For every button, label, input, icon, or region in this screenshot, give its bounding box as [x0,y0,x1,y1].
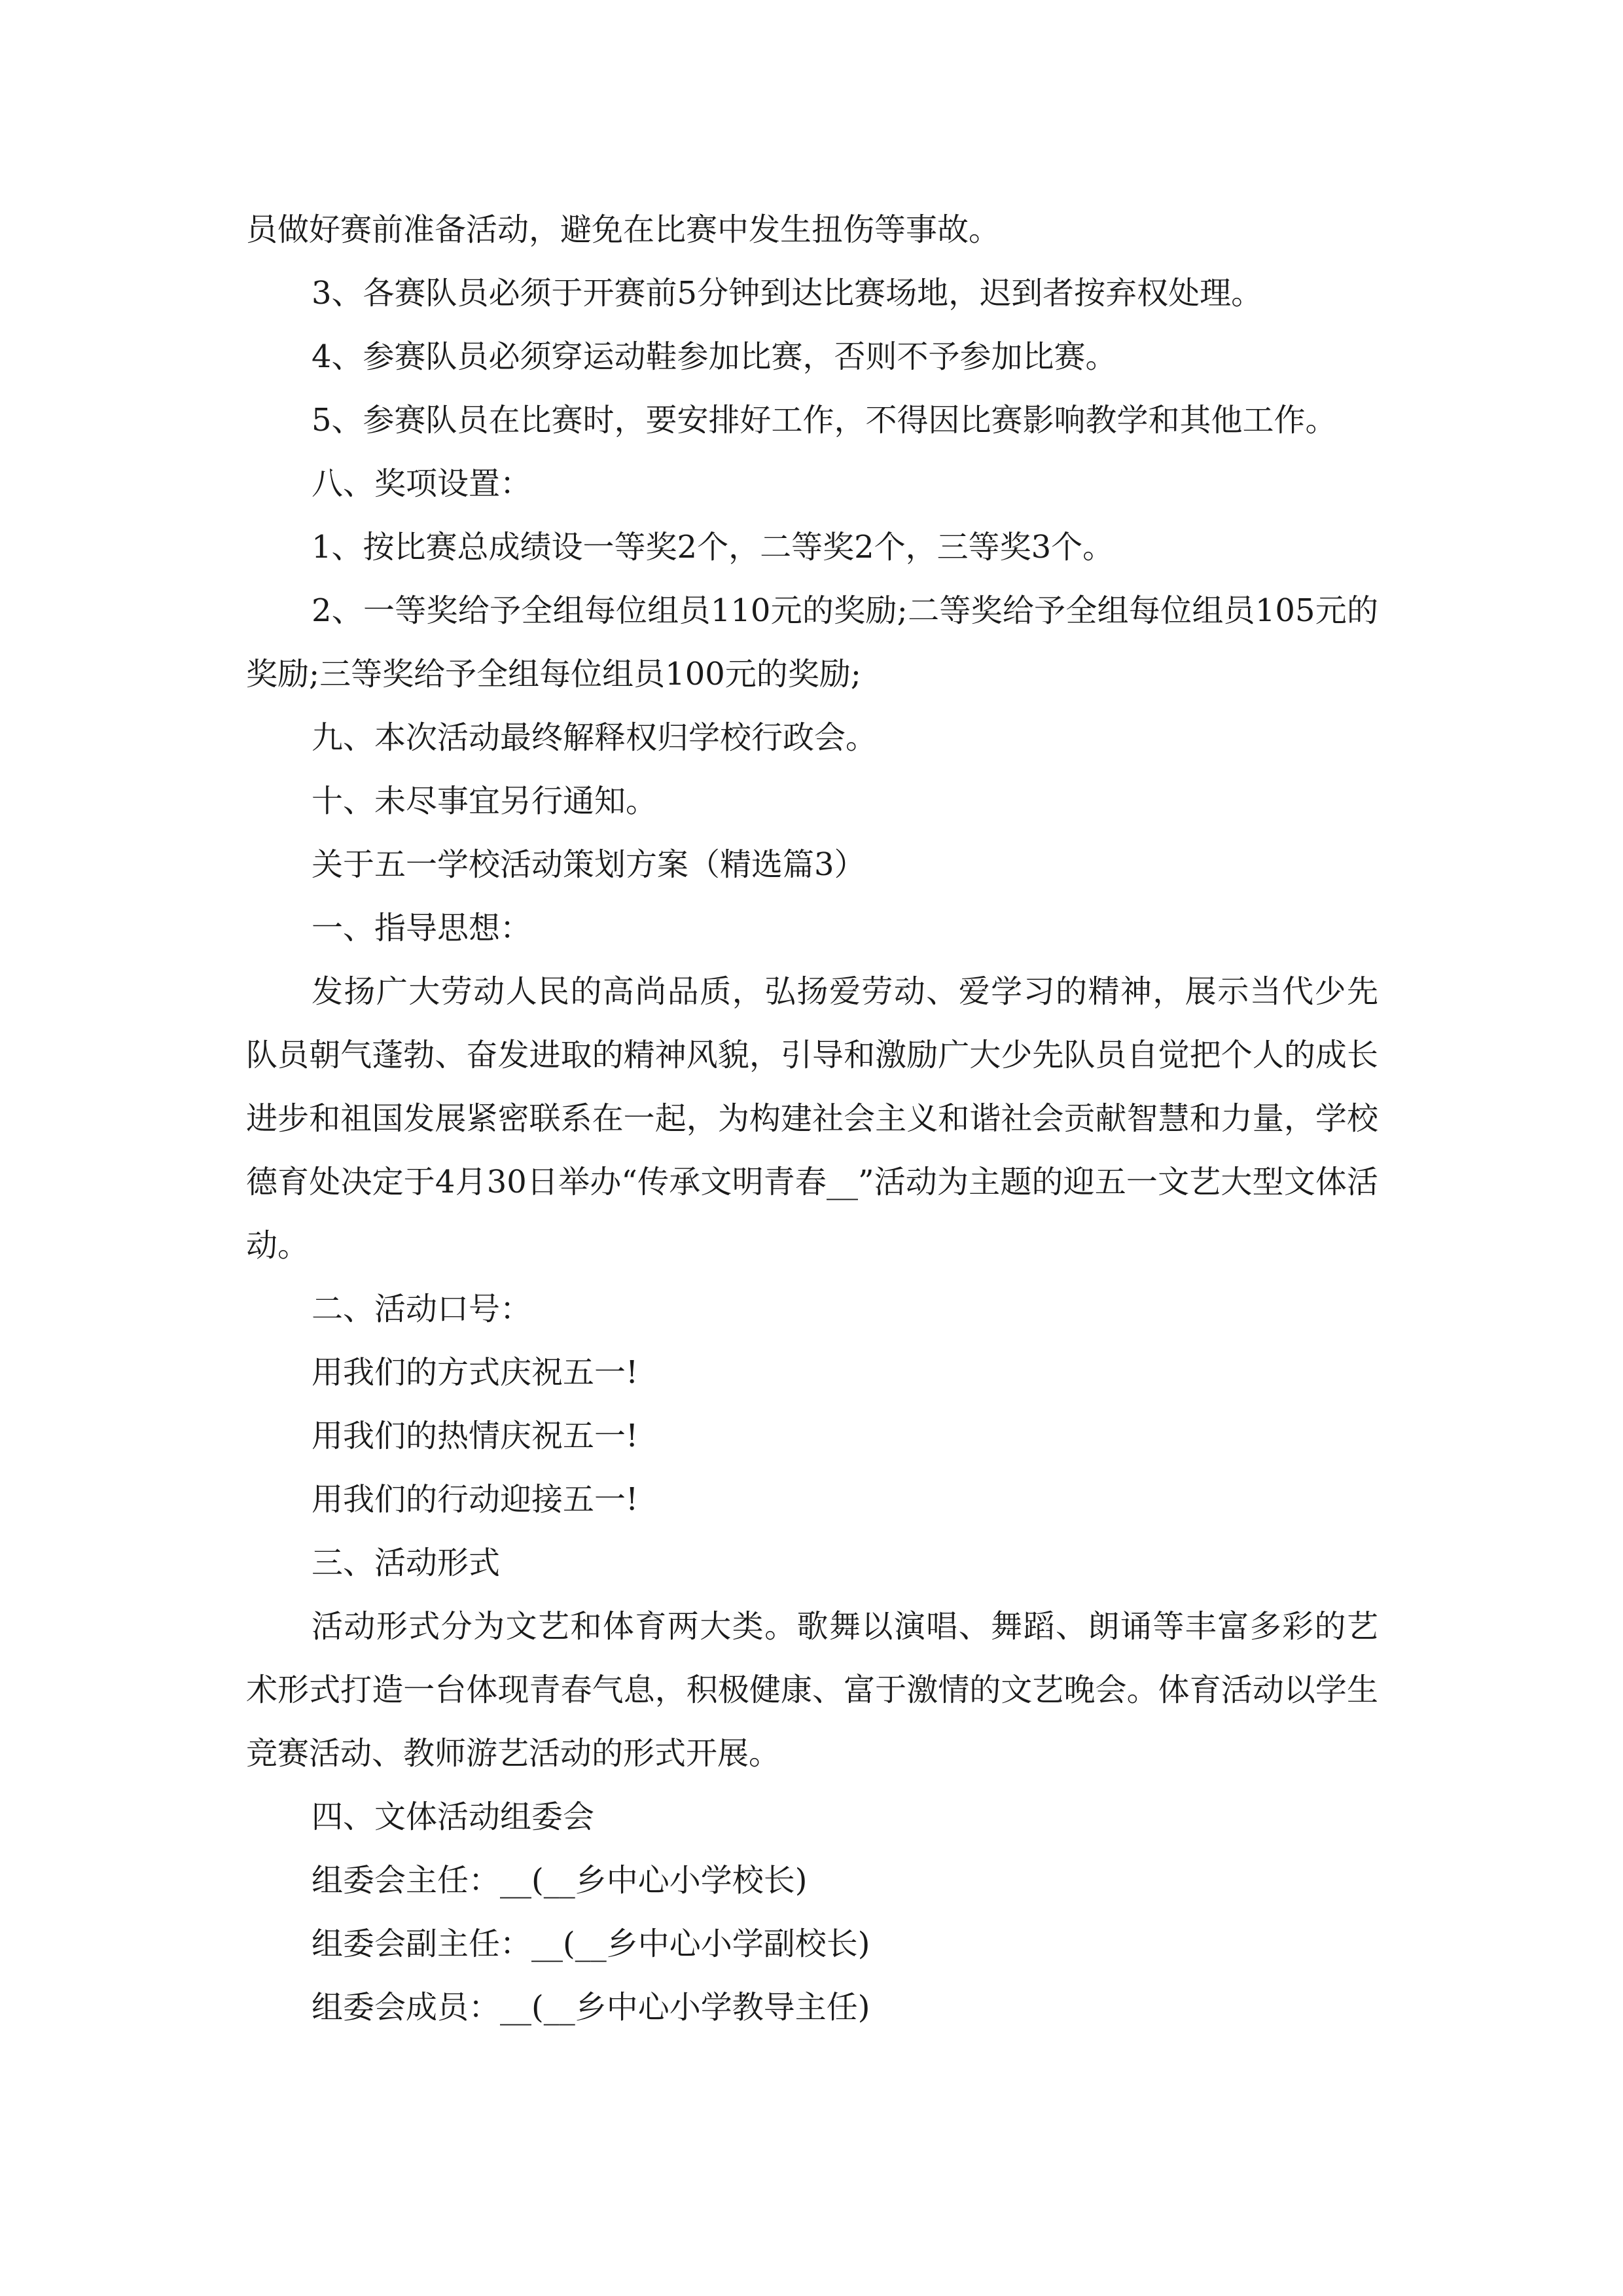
section-heading-activity-form: 三、活动形式 [312,1545,501,1581]
committee-deputy-director: 组委会副主任：__(__乡中心小学副校长) [312,1926,870,1962]
paragraph-award-1: 1、按比赛总成绩设一等奖2个，二等奖2个，三等奖3个。 [312,529,1115,565]
section-heading-slogans: 二、活动口号： [312,1291,532,1327]
paragraph-award-2: 2、一等奖给予全组每位组员110元的奖励;二等奖给予全组每位组员105元的奖励;三等奖给予全组每位组员100元的奖励; [246,592,1378,692]
paragraph-activity-form: 活动形式分为文艺和体育两大类。歌舞以演唱、舞蹈、朗诵等丰富多彩的艺术形式打造一台体现青春气息，积极健康、富于激情的文艺晚会。体育活动以学生竞赛活动、教师游艺活动的形式开展。 [246,1608,1378,1772]
committee-members: 组委会成员：__(__乡中心小学教导主任) [312,1989,870,2026]
slogan-line: 用我们的方式庆祝五一! [312,1354,639,1391]
section-heading-awards: 八、奖项设置： [312,465,532,502]
paragraph-rule-3: 3、各赛队员必须于开赛前5分钟到达比赛场地，迟到者按弃权处理。 [312,275,1263,312]
paragraph-rule-4: 4、参赛队员必须穿运动鞋参加比赛，否则不予参加比赛。 [312,338,1117,375]
slogan-line: 用我们的行动迎接五一! [312,1481,639,1518]
paragraph-continuation: 员做好赛前准备活动，避免在比赛中发生扭伤等事故。 [246,211,1001,248]
paragraph-guiding-thought: 发扬广大劳动人民的高尚品质，弘扬爱劳动、爱学习的精神，展示当代少先队员朝气蓬勃、奋发进取的精神风貌，引导和激励广大少先队员自觉把个人的成长进步和祖国发展紧密联系在一起，为构建社会主义和谐社会贡献智慧和力量，学校德育处决定于4月30日举办“传承文明青春__”活动为主题的迎五一文艺大型文体活动。 [246,973,1378,1264]
document-subtitle: 关于五一学校活动策划方案（精选篇3） [312,846,866,883]
committee-director: 组委会主任：__(__乡中心小学校长) [312,1862,808,1899]
section-heading-interpretation: 九、本次活动最终解释权归学校行政会。 [312,719,878,756]
paragraph-rule-5: 5、参赛队员在比赛时，要安排好工作，不得因比赛影响教学和其他工作。 [312,402,1337,439]
section-heading-guiding-thought: 一、指导思想： [312,910,532,946]
slogan-line: 用我们的热情庆祝五一! [312,1418,639,1454]
document-body [246,198,1378,2039]
section-heading-committee: 四、文体活动组委会 [312,1799,595,1835]
section-heading-notice: 十、未尽事宜另行通知。 [312,783,658,819]
